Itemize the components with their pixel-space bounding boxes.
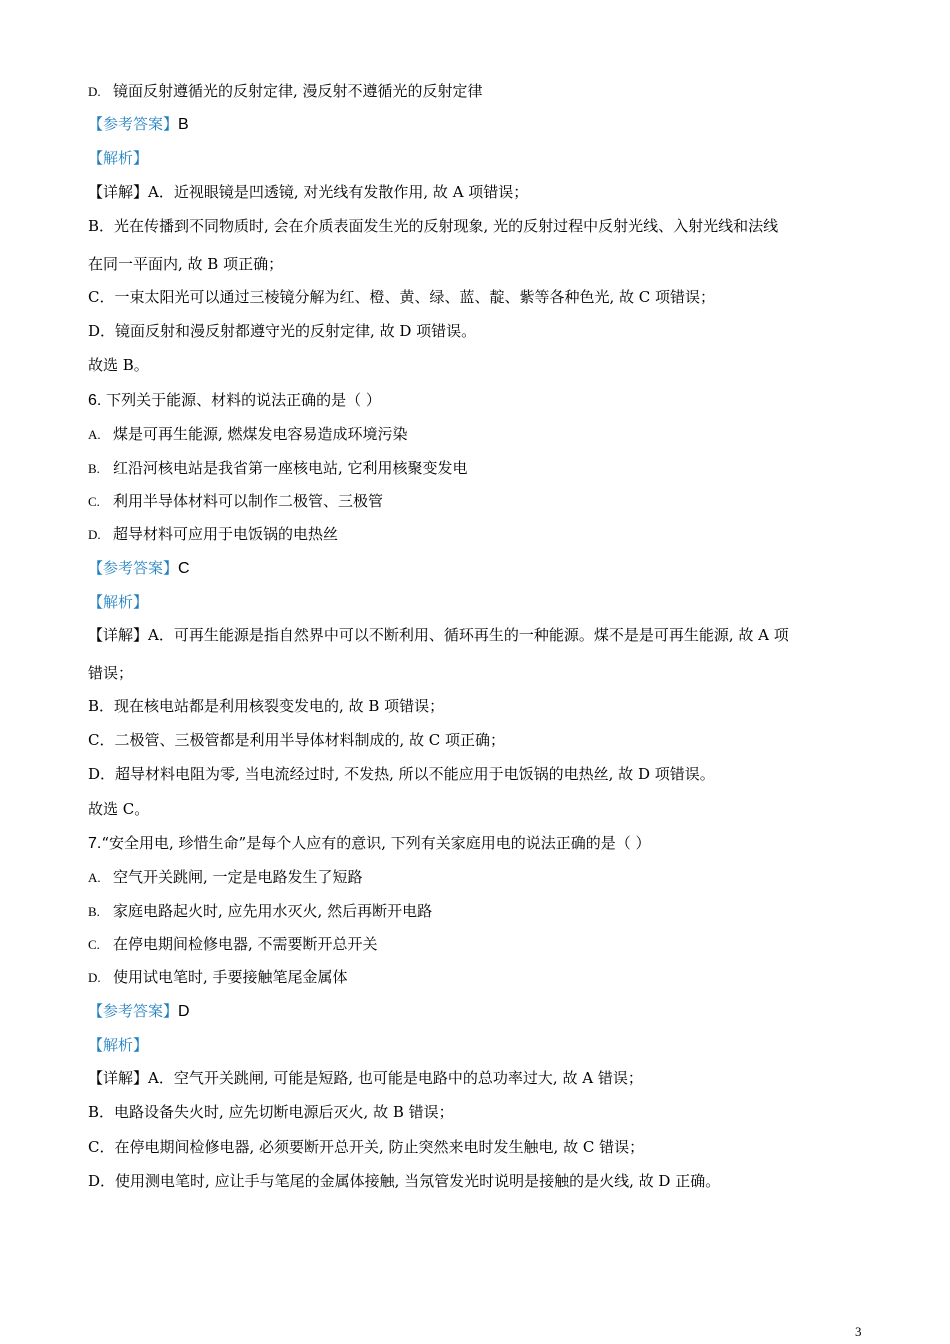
option-text: 煤是可再生能源, 燃煤发电容易造成环境污染: [113, 425, 408, 443]
conclusion: 故选 B。: [88, 356, 149, 374]
conclusion: 故选 C。: [88, 800, 150, 818]
question-text: “安全用电, 珍惜生命”是每个人应有的意识, 下列有关家庭用电的说法正确的是（ ）: [101, 834, 651, 852]
detail-label: 【详解】: [88, 183, 149, 201]
option-d: [88, 524, 338, 545]
answer-label: 【参考答案】: [88, 559, 179, 577]
answer-value: B: [178, 116, 189, 133]
option-marker: B.: [88, 904, 100, 919]
question-stem: [88, 833, 651, 854]
detail-line: B．现在核电站都是利用核裂变发电的, 故 B 项错误；: [88, 697, 445, 715]
option-text: 家庭电路起火时, 应先用水灭火, 然后再断开电路: [113, 902, 433, 920]
option-text: 镜面反射遵循光的反射定律, 漫反射不遵循光的反射定律: [113, 82, 483, 100]
question-stem: [88, 390, 381, 411]
option-b: [88, 458, 468, 479]
option-text: 在停电期间检修电器, 不需要断开总开关: [113, 935, 378, 953]
detail-line: [88, 1068, 643, 1088]
detail-line: [88, 625, 789, 645]
analysis-label: 【解析】: [88, 593, 149, 611]
option-text: 空气开关跳闸, 一定是电路发生了短路: [113, 868, 363, 886]
page-number: 3: [855, 1324, 862, 1339]
question-number: 6.: [88, 392, 102, 409]
detail-label: 【详解】: [88, 1069, 149, 1087]
detail-line: [88, 182, 528, 202]
detail-text: A．可再生能源是指自然界中可以不断利用、循环再生的一种能源。煤不是是可再生能源, 故 A 项: [148, 626, 789, 644]
option-a: [88, 867, 363, 888]
detail-line: B．电路设备失火时, 应先切断电源后灭火, 故 B 错误；: [88, 1103, 454, 1121]
option-text: 超导材料可应用于电饭锅的电热丝: [113, 525, 339, 543]
answer-line: [88, 558, 190, 579]
option-marker: C.: [88, 494, 100, 509]
option-c: [88, 491, 383, 512]
option-marker: A.: [88, 427, 101, 442]
option-d: [88, 967, 348, 988]
option-b: [88, 901, 432, 922]
option-text: 使用试电笔时, 手要接触笔尾金属体: [113, 968, 348, 986]
option-text: 利用半导体材料可以制作二极管、三极管: [113, 492, 384, 510]
question-number: 7.: [88, 835, 102, 852]
analysis-label: 【解析】: [88, 1036, 149, 1054]
detail-line: 错误；: [88, 664, 134, 682]
detail-label: 【详解】: [88, 626, 149, 644]
option-marker: D.: [88, 970, 101, 985]
detail-line: C．二极管、三极管都是利用半导体材料制成的, 故 C 项正确；: [88, 731, 506, 749]
option-c: [88, 934, 378, 955]
option-marker: D.: [88, 527, 101, 542]
detail-text: A．近视眼镜是凹透镜, 对光线有发散作用, 故 A 项错误；: [148, 183, 529, 201]
answer-value: D: [178, 1003, 190, 1020]
detail-line: D．超导材料电阻为零, 当电流经过时, 不发热, 所以不能应用于电饭锅的电热丝, 故 D 项错误。: [88, 765, 715, 783]
detail-line: D．镜面反射和漫反射都遵守光的反射定律, 故 D 项错误。: [88, 322, 477, 340]
option-a: [88, 424, 408, 445]
detail-line: C．一束太阳光可以通过三棱镜分解为红、橙、黄、绿、蓝、靛、紫等各种色光, 故 C 项错误；: [88, 288, 716, 306]
option-marker: D.: [88, 84, 101, 99]
answer-line: [88, 114, 189, 135]
option-marker: A.: [88, 870, 101, 885]
analysis-label: 【解析】: [88, 149, 149, 167]
detail-line: D．使用测电笔时, 应让手与笔尾的金属体接触, 当氖管发光时说明是接触的是火线, 故 D 正确。: [88, 1172, 721, 1190]
option-d: [88, 81, 483, 102]
detail-line: 在同一平面内, 故 B 项正确；: [88, 255, 284, 273]
question-text: 下列关于能源、材料的说法正确的是（ ）: [101, 391, 381, 409]
answer-label: 【参考答案】: [88, 115, 179, 133]
option-text: 红沿河核电站是我省第一座核电站, 它利用核聚变发电: [113, 459, 468, 477]
answer-value: C: [178, 560, 190, 577]
answer-label: 【参考答案】: [88, 1002, 179, 1020]
detail-line: C．在停电期间检修电器, 必须要断开总开关, 防止突然来电时发生触电, 故 C 错误；: [88, 1138, 645, 1156]
detail-line: B．光在传播到不同物质时, 会在介质表面发生光的反射现象, 光的反射过程中反射光线、入射光线和法线: [88, 217, 779, 235]
option-marker: B.: [88, 461, 100, 476]
detail-text: A．空气开关跳闸, 可能是短路, 也可能是电路中的总功率过大, 故 A 错误；: [148, 1069, 643, 1087]
answer-line: [88, 1001, 190, 1022]
option-marker: C.: [88, 937, 100, 952]
